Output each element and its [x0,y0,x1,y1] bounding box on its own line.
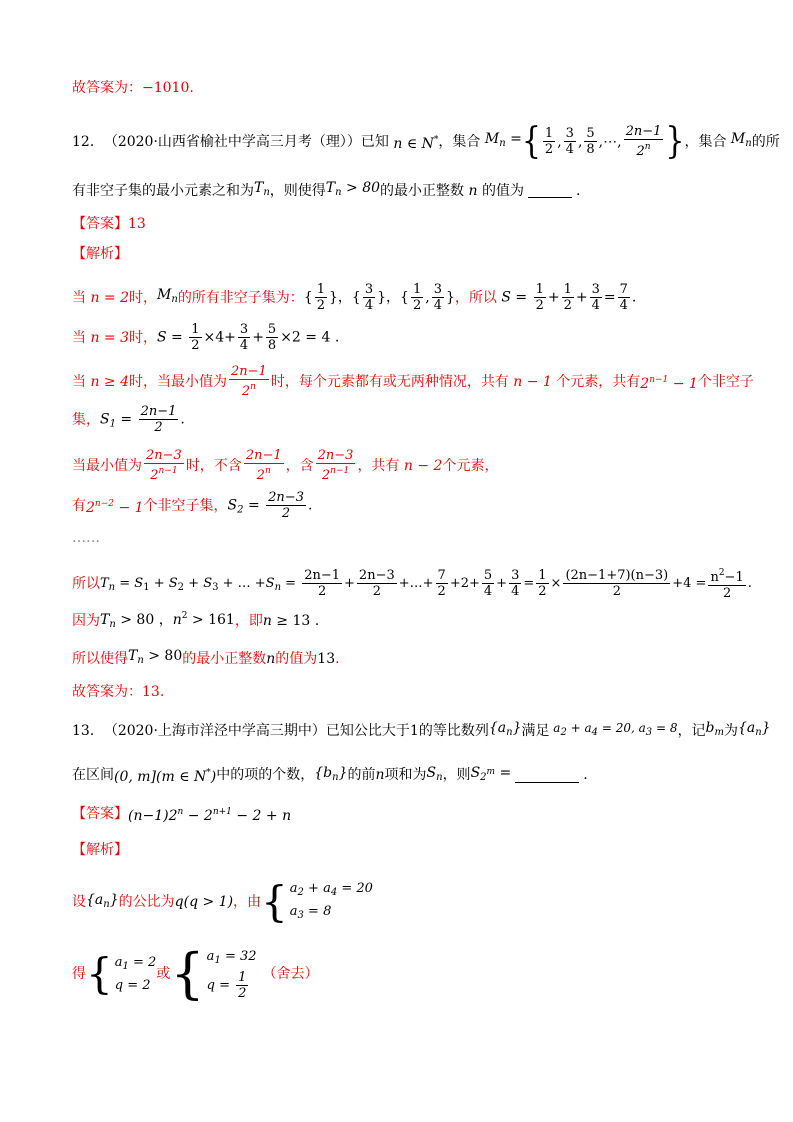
q13-statement-line1 [72,718,771,743]
math: $2^{n-1} - 1$ [640,374,698,392]
q12-step5 [72,448,732,483]
q12-text: ，集合 [438,133,481,150]
q12-text: 个非空子 [697,373,754,390]
math-n-in-N: n ∈ N* [388,134,439,152]
math-Tn-gt-80: $T_n > 80$ [325,180,381,198]
math: $M_n$ [157,287,178,305]
math: $T_n = S_1 + S_2 + S_3$ + … $+S_n$ = $\frac{2n-1}{2}$ + $\frac{2n-3}{2}$ +…+ $\frac{7}{2}$ +2+ $\frac{5}{4}$ + $\frac{3}{4}$ = $\frac{1}{2}$ × $\frac{(2n-1+7)(n-3)}{2}$ +4 = $\frac{n^2-1}{2}$ . [100,568,752,601]
q12-step9: 所以使得 $T_n > 80$ 的最小正整数 n 的值为 13 . [72,646,732,671]
math: $S_1$ = $\frac{2n-1}{2}$ . [100,404,185,435]
ellipsis: …… [72,530,100,546]
q13-text: 已知公比大于 [325,722,410,739]
equation-system: { $a_1 = 32$ q = $\frac{1}{2}$ [170,942,257,1005]
q12-step2 [72,322,732,353]
q13-analysis-label [72,840,732,860]
q12-statement-line1: 12． （2020·山西省榆社中学高三月考（理）） 已知 n ∈ N* ，集合 $M_n$ = { $\frac{1}{2}$ , $\frac{3}{4}$ , $\frac{5}{8}$ ,⋯, $\frac{2n-1}{2^n}$ } ，集合 $M_n$ 的所 [72,119,780,162]
right-brace: } [665,119,685,162]
q13-text: 或 [156,966,171,982]
q12-step4 [72,404,732,435]
q12-text: 所以 [72,575,100,592]
q13-text: 得 [72,966,86,982]
q13-text: 的前 [347,767,376,783]
math-frac: $\frac{2n-1}{2^n}$ [231,364,267,399]
equation-system: { $a_1 = 2$ q = 2 [86,949,157,998]
math: q(q > 1) [174,894,234,910]
q12-statement-line2: 有非空子集的最小元素之和为 $T_n$ ，则使得 $T_n > 80$ 的最小正整数 n 的值为 . [72,178,732,203]
answer-label: 【答案】 [72,216,128,232]
left-brace: { [521,119,541,162]
math: n ≥ 13 . [262,612,320,629]
q12-text: 有非空子集的最小元素之和为 [72,182,254,199]
q12-text: 的最小正整数 [380,182,465,199]
q13-step2 [72,942,732,1005]
q12-text: 的所 [751,133,780,150]
q12-text: 故答案为： [72,684,142,700]
math: $S_2$ = $\frac{2n-3}{2}$ . [227,490,313,521]
q12-text: ，即 [234,612,263,629]
q13-text: 在区间 [72,767,114,783]
q12-text: 的值为 [481,182,524,199]
math: n − 1 [508,373,557,390]
q12-text: 当 [72,329,86,346]
q12-step1 [72,282,732,313]
math: $S_{2m}$ = [470,765,512,783]
q12-answer-line [72,214,732,234]
q12-final: 故答案为： 13 . [72,684,165,700]
q12-text: 集， [72,411,100,428]
q13-text: ，则 [442,767,471,783]
math: $\{a_n\}$ [488,720,522,738]
q13-text: 的公比为 [118,894,175,910]
math-Mn: $M_n$ = [480,131,522,149]
q12-number: 12． [72,133,104,150]
q12-text: ，集合 [684,133,727,150]
q12-text: 因为 [72,612,100,629]
q12-text: 时，当最小值为 [129,373,228,390]
math: $T_n > 80$ ，$n^2 > 161$ [100,611,235,630]
math: n [266,650,276,667]
q13-text: （舍去） [262,966,319,982]
answer-blank[interactable] [515,768,579,783]
q13-text: 的等比数列 [418,722,489,739]
q12-ellipsis [72,528,732,548]
math: $\{b_n\}$ [314,764,348,783]
q12-final-value: 13 [142,684,160,700]
q13-answer-line [72,802,732,826]
q13-number: 13． [72,722,104,739]
q12-text: 个非空子集， [143,497,228,514]
answer-blank[interactable] [528,183,572,198]
q12-text: ，含 [285,457,314,474]
math: 1 [409,722,419,739]
q12-text: 的值为 [275,650,318,667]
q12-step6 [72,490,732,521]
q13-text: ，由 [233,894,262,910]
q13-step1 [72,877,732,926]
prev-answer-line [72,78,732,98]
q12-text: ，所以 [454,289,497,306]
q13-text: 为 [723,722,738,739]
q12-text: 所以使得 [72,650,128,667]
q12-text: 个元素，共有 [556,373,641,390]
analysis-label: 【解析】 [72,246,128,262]
math-frac: $\frac{1}{2}$ [544,126,554,157]
q12-source: （2020·山西省榆社中学高三月考（理）） [103,133,361,150]
math: $a_2 + a_4 = 20$, $a_3 = 8$ [549,721,678,738]
math: $\{a_n\}$ [86,891,119,910]
q12-text: 个元素， [442,457,499,474]
q12-analysis-label [72,244,732,264]
q13-text: 中的项的个数， [216,767,315,783]
q12-step8 [72,606,732,635]
math: n [375,767,385,783]
math: n ≥ 4 [86,373,130,390]
math: { $\frac{1}{2}$ }，{ $\frac{3}{4}$ }，{ $\frac{1}{2}$ , $\frac{3}{4}$ } [303,282,455,313]
math: $\{a_n\}$ [737,720,771,738]
q12-text: 时， [129,329,158,346]
answer-label: 【答案】 [72,806,128,822]
math-Tn: $T_n$ [254,180,270,198]
q12-step7 [72,566,752,601]
q12-text: 时， [129,289,158,306]
math: n − 2 [399,457,443,474]
prev-answer-end: . [189,80,194,96]
prev-answer-value: −1010 [142,80,190,96]
q13-statement-line2: 在区间 (0, m](m ∈ N*) 中的项的个数， $\{b_n\}$ 的前 n 项和为 $S_n$ ，则 $S_{2m}$ = . [72,762,732,788]
math: 13 [317,650,336,667]
prev-answer-text: 故答案为： [72,80,142,96]
math: S = $\frac{1}{2}$ + $\frac{1}{2}$ + $\frac{3}{4}$ = $\frac{7}{4}$ . [496,282,637,313]
q12-text: 当最小值为 [72,457,142,474]
math: $2^{n-2} - 1$ [86,498,144,516]
math-Mn: $M_n$ [726,131,752,149]
math-n: n [464,182,482,199]
q12-text: 已知 [360,133,389,150]
q12-text: 当 [72,289,86,306]
math: S = $\frac{1}{2}$ ×4+ $\frac{3}{4}$ + $\frac{5}{8}$ ×2 = 4 . [157,322,340,353]
math-frac: $\frac{2n-1}{2^n}$ [245,448,282,483]
q12-text: ，则使得 [269,182,326,199]
q12-answer: 13 [128,216,146,232]
q12-text: ，共有 [357,457,400,474]
q13-text: 满足 [521,722,550,739]
q12-text: 有 [72,497,86,514]
math-frac: $\frac{5}{8}$ [586,126,595,157]
q13-text: 项和为 [384,767,427,783]
math-frac: $\frac{2n-1}{2^n}$ [625,124,662,159]
math-frac: $\frac{2n-3}{2^{n-1}}$ [317,448,354,483]
math: (0, m](m ∈ N*) [114,768,217,785]
q12-text: 当 [72,373,86,390]
q13-source: （2020·上海市洋泾中学高三期中） [103,722,326,739]
math: n = 2 [86,289,130,306]
q12-text: 的所有非空子集为： [177,289,304,306]
math-frac: $\frac{2n-3}{2^{n-1}}$ [146,448,182,483]
math: $T_n > 80$ [128,648,183,666]
q12-text: 的最小正整数 [182,650,267,667]
analysis-label: 【解析】 [72,842,128,858]
q13-answer: $(n-1)2^n - 2^{n+1} - 2 + n$ [128,807,292,824]
math: $S_n$ [426,764,443,783]
q13-text: 设 [72,894,86,910]
equation-system: { $a_2 + a_4 = 20$ $a_3 = 8$ [261,877,373,926]
math-frac: $\frac{3}{4}$ [565,126,574,157]
q12-text: 时，不含 [185,457,242,474]
math: $b_m$ [705,720,724,738]
q12-text: 时，每个元素都有或无两种情况，共有 [270,373,509,390]
math: n = 3 [86,329,130,346]
q13-text: ，记 [677,722,706,739]
q12-step3 [72,364,754,399]
